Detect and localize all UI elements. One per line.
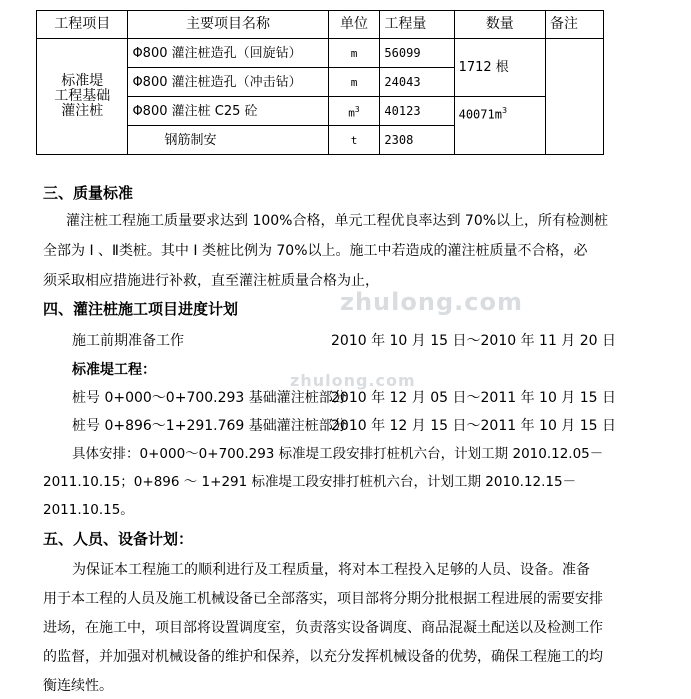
- unit-superscript: 3: [354, 104, 360, 114]
- project-cell: [37, 39, 128, 155]
- item-quantity: 24043: [380, 68, 454, 97]
- watermark: zhulong.com: [340, 288, 523, 316]
- paragraph-line: 全部为 Ⅰ 、Ⅱ类桩。其中 Ⅰ 类桩比例为 70%以上。施工中若造成的灌注桩质量不合格，必: [43, 243, 588, 259]
- paragraph-line: 须采取相应措施进行补救，直至灌注桩质量合格为止，: [43, 273, 379, 289]
- count-cell: [454, 97, 545, 155]
- subheading: 标准堤工程：: [72, 362, 156, 378]
- header-project: 工程项目: [37, 11, 128, 39]
- header-quantity: 工程量: [380, 11, 454, 39]
- paragraph-line: 用于本工程的人员及施工机械设备已全部落实，项目部将分期分批根据工程进展的需要安排: [43, 591, 603, 607]
- schedule-date: 2010 年 12 月 15 日～2011 年 10 月 15 日: [331, 418, 617, 434]
- schedule-date: 2010 年 10 月 15 日～2010 年 11 月 20 日: [331, 333, 617, 349]
- item-quantity: 56099: [380, 39, 454, 68]
- quantity-table: [36, 10, 604, 155]
- item-quantity: 40123: [380, 97, 454, 126]
- count-value: 1712 根: [458, 60, 509, 75]
- section-heading: 四、灌注桩施工项目进度计划: [43, 300, 239, 318]
- header-unit: 单位: [328, 11, 380, 39]
- item-name: Φ800 灌注桩 C25 砼: [128, 97, 328, 126]
- schedule-label: 桩号 0+000～0+700.293 基础灌注桩部分: [72, 390, 347, 406]
- paragraph-line: 进场，在施工中，项目部将设置调度室，负责落实设备调度、商品混凝土配送以及检测工作: [43, 620, 603, 636]
- project-label-line: 灌注桩: [61, 103, 104, 119]
- count-value: 40071m: [458, 107, 502, 122]
- header-count: 数量: [454, 11, 545, 39]
- item-unit: t: [328, 126, 380, 155]
- table-header-row: [37, 11, 604, 39]
- paragraph-line: 具体安排：0+000～0+700.293 标准堤工段安排打桩机六台，计划工期 2010.12.05－: [72, 446, 604, 462]
- schedule-date: 2010 年 12 月 05 日～2011 年 10 月 15 日: [331, 390, 617, 406]
- item-quantity: 2308: [380, 126, 454, 155]
- item-name: Φ800 灌注桩造孔（冲击钻）: [128, 68, 328, 97]
- remark-cell: [546, 39, 604, 155]
- paragraph-line: 为保证本工程施工的顺利进行及工程质量，将对本工程投入足够的人员、设备。准备: [72, 562, 590, 578]
- paragraph-line: 衡连续性。: [43, 678, 113, 694]
- schedule-label: 施工前期准备工作: [72, 333, 184, 349]
- count-superscript: 3: [501, 106, 508, 115]
- project-label-line: 工程基础: [54, 88, 111, 104]
- item-unit: m: [328, 39, 380, 68]
- header-remark: 备注: [546, 11, 604, 39]
- watermark: zhulong.com: [290, 371, 416, 390]
- count-cell: [454, 39, 545, 97]
- section-heading: 五、人员、设备计划：: [43, 530, 194, 548]
- schedule-label: 桩号 0+896～1+291.769 基础灌注桩部分: [72, 418, 347, 434]
- item-unit: [328, 97, 380, 126]
- section-heading: 三、质量标准: [43, 184, 134, 202]
- paragraph-line: 2011.10.15。: [43, 502, 134, 518]
- item-name: 钢筋制安: [128, 126, 328, 155]
- unit-text: m: [348, 106, 355, 120]
- paragraph-line: 的监督，并加强对机械设备的维护和保养，以充分发挥机械设备的优势，确保工程施工的均: [43, 649, 603, 665]
- header-name: 主要项目名称: [128, 11, 328, 39]
- project-label-line: 标准堤: [61, 73, 104, 89]
- table-row: [37, 39, 604, 68]
- paragraph-line: 灌注桩工程施工质量要求达到 100%合格，单元工程优良率达到 70%以上，所有检测桩: [66, 213, 609, 229]
- paragraph-line: 2011.10.15；0+896 ～ 1+291 标准堤工段安排打桩机六台，计划工期 2010.12.15－: [43, 474, 577, 490]
- item-name: Φ800 灌注桩造孔（回旋钻）: [128, 39, 328, 68]
- item-unit: m: [328, 68, 380, 97]
